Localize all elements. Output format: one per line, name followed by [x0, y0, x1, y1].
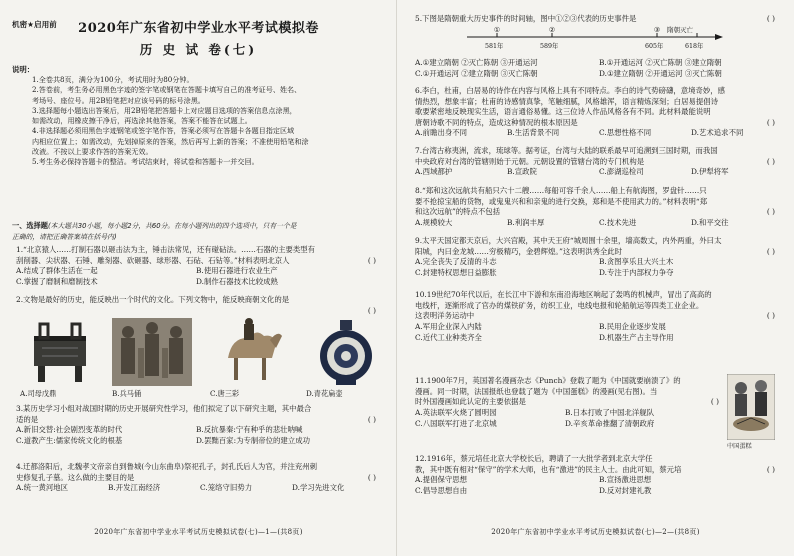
question-2: [16, 295, 384, 316]
instructions: [22, 75, 382, 168]
question-text: 6.李白，杜甫，白居易的诗作在内容与风格上具有不同特点。李白的诗气势磅礴，意境奇妙，感: [415, 86, 726, 95]
instruction-line: 内相应位置上；如需改动，先划掉原来的答案，然后再写上新的答案；不准使用铅笔和涂: [32, 136, 309, 146]
answer-blank[interactable]: ( ): [766, 156, 775, 166]
answer-blank[interactable]: ( ): [766, 311, 775, 320]
option-d[interactable]: D.罢黜百家:为专制帝位的建立成功: [196, 436, 310, 445]
option-c[interactable]: C.近代工业种类齐全: [415, 332, 482, 342]
timeline-marker-3: ③: [653, 26, 661, 34]
cartoon-illustration-icon: [727, 374, 775, 440]
question-10: [415, 290, 783, 344]
figure-caption: A.司母戊鼎: [20, 389, 57, 398]
option-c[interactable]: C.技术先进: [599, 217, 637, 227]
option-b[interactable]: B.生活背景不同: [507, 128, 560, 137]
question-text: [415, 118, 783, 129]
question-text: 9.太平天国定都天京后，大兴宫殿，其中天王府“城周围十余里，墙高数丈，内外两重，外曰太: [415, 236, 722, 245]
option-d[interactable]: D.①建立隋朝 ②开通运河 ③灭亡陈朝: [599, 69, 722, 78]
option-row: [16, 425, 384, 436]
timeline-marker-1: ①: [493, 26, 501, 34]
option-a[interactable]: A.新旧交替:社会剧烈变革的时代: [16, 425, 123, 434]
section-rules: (本大题共30小题，每小题2分，共60分。在每小题列出的四个选项中，只有一个是: [47, 222, 297, 230]
option-a[interactable]: A.①建立隋朝 ②灭亡陈朝 ③开通运河: [415, 58, 538, 67]
instruction-line: 3.选择题每小题选出答案后，用2B铅笔把答题卡上对应题目选项的答案信息点涂黑，: [32, 105, 297, 115]
question-text: [415, 207, 783, 218]
exam-title: 2020年广东省初中学业水平考试模拟卷: [78, 21, 319, 36]
question-5-options: [415, 58, 783, 80]
question-11: [415, 376, 719, 430]
figure-option-a[interactable]: [20, 318, 100, 398]
question-text-line: 这表明洋务运动中: [415, 311, 475, 320]
option-row: [415, 218, 783, 229]
figure-caption: B.兵马俑: [112, 389, 142, 398]
option-c[interactable]: C.①开通运河 ②建立隋朝 ③灭亡陈朝: [415, 69, 538, 78]
option-d[interactable]: D.和平交往: [691, 217, 729, 227]
question-text-line: 阳城，内曰金龙城……穷极精巧，金碧辉煌。”这表明洪秀全此时: [415, 246, 623, 256]
instruction-line: 改液。不按以上要求作答的答案无效。: [32, 147, 153, 157]
option-c[interactable]: C.思想性格不同: [599, 128, 652, 137]
figure-option-c[interactable]: [210, 318, 290, 398]
section-one-header: [12, 221, 384, 242]
option-row: [415, 322, 783, 333]
option-row: [16, 266, 384, 277]
question-text-line: 适的是: [16, 414, 39, 424]
page-footer: 2020年广东省初中学业水平考试历史模拟试卷(七)—2—(共8页): [491, 528, 700, 536]
timeline-marker-2: ②: [548, 26, 556, 34]
question-6: [415, 86, 783, 139]
section-title: 一、选择题: [12, 221, 48, 230]
artifact-figures: [20, 318, 380, 398]
instruction-line: 5.考生务必保持答题卡的整洁。考试结束时，将试卷和答题卡一并交回。: [32, 157, 259, 167]
question-text: 要不抢掠宝船的货物，或鬼鬼兴和和亲鬼的进行交换，郑和是不使用武力的。”材料表明“郑: [415, 196, 708, 206]
option-b[interactable]: B.民用企业逐步发展: [599, 321, 666, 331]
option-c[interactable]: C.倡导思想自由: [415, 486, 468, 495]
question-text: 2.文物是最好的历史，能反映出一个时代的文化。下列文物中，能反映商朝文化的是: [16, 295, 290, 304]
question-text: 12.1916年，蔡元培任北京大学校长后，聘请了一大批学者到北京大学任: [415, 454, 653, 463]
question-text: 电线杆，逐渐形成了官办的煤铁矿务，纺织工业，电线电报和轮船航运等四类工业企业。: [415, 300, 704, 310]
option-row: [415, 128, 783, 139]
option-c[interactable]: C.掌握了磨制和磨制技术: [16, 277, 98, 286]
instructions-heading: 说明：: [12, 65, 35, 74]
question-text: 3.某历史学习小组对战国时期的历史开展研究性学习，他们拟定了以下研究主题，其中最合: [16, 404, 312, 413]
option-d[interactable]: D.专注于内部权力争夺: [599, 268, 674, 277]
option-row: [415, 486, 783, 497]
question-text: 情热烈，想象丰富；杜甫的诗感情真挚，笔触细腻，风格雄浑，语言精炼深刻；白居易提倡诗: [415, 96, 719, 106]
option-row: [16, 436, 384, 447]
option-row: [415, 69, 783, 80]
option-a[interactable]: A.完全丧失了反清的斗志: [415, 257, 497, 266]
timeline-year: 605年: [645, 43, 664, 50]
option-row: [415, 257, 783, 268]
option-d[interactable]: D.伊犁将军: [691, 167, 729, 176]
question-text: [415, 465, 783, 476]
question-text-line: 5.下图是隋朝重大历史事件的时间轴，图中①②③代表的历史事件是: [415, 14, 637, 23]
question-4: [16, 462, 384, 494]
option-b[interactable]: B.反抗暴秦:宁有种乎的悲壮呐喊: [196, 425, 303, 434]
answer-blank[interactable]: ( ): [367, 255, 376, 265]
question-text: [415, 311, 783, 322]
instruction-line: 4.非选择题必须用黑色字迹钢笔或签字笔作答，答案必须写在答题卡各题目指定区域: [32, 126, 295, 136]
section-rules-cont: 正确的，请把正确答案填在括号内): [12, 232, 117, 241]
instruction-line: 2.答卷前，考生务必用黑色字迹的签字笔或钢笔在答题卡填写自己的准考证号、姓名、: [32, 85, 302, 95]
question-text: 7.台湾古称夷洲，流求，琉球等。据考证，台湾与大陆的联系最早可追溯到三国时期，而我国: [415, 146, 718, 155]
question-3: [16, 404, 384, 447]
question-text: [16, 473, 384, 484]
option-b[interactable]: B.使用石器进行农业生产: [196, 266, 278, 275]
option-a[interactable]: A.前瞻出身不同: [415, 128, 468, 137]
instruction-line: 1.全卷共8页，满分为100分，考试用时为80分钟。: [32, 75, 194, 84]
option-a[interactable]: A.军用企业深入内陆: [415, 321, 482, 331]
question-text-line: 刮削器、尖状器、石锤、雕刻器、砍砸器、球形器、石砧、石钻等。”材料表明北京人: [16, 255, 290, 265]
question-text-line: 时外国漫画如此认定的主要依据是: [415, 397, 526, 406]
option-b[interactable]: B.利润丰厚: [507, 217, 545, 227]
answer-blank[interactable]: ( ): [766, 117, 775, 127]
blue-white-flask-icon: [306, 318, 386, 386]
option-d[interactable]: D.制作石器技术比较成熟: [196, 277, 278, 286]
question-text: 11.1900年7月，英国著名漫画杂志《Punch》登载了题为《中国就要崩溃了》的: [415, 376, 681, 385]
question-text-line: 和这次远航”的特点不包括: [415, 207, 501, 216]
option-row: [415, 419, 715, 430]
question-8: [415, 186, 783, 229]
option-c[interactable]: C.笼络守旧势力: [200, 483, 253, 492]
option-b[interactable]: B.开发江南经济: [108, 483, 161, 492]
figure-option-b[interactable]: [112, 318, 192, 398]
answer-blank[interactable]: ( ): [367, 305, 376, 315]
sui-timeline: [457, 25, 747, 53]
option-a[interactable]: A.结成了群体生活在一起: [16, 266, 98, 275]
question-text-line: 教，其中既有相对“保守”的学术大师，也有“激进”的民主人士。由此可知，蔡元培: [415, 464, 682, 474]
question-text: 4.迁都洛阳后，北魏孝文帝亲自到鲁城(今山东曲阜)祭祀孔子，封孔氏后人为官，并注兖州刺: [16, 462, 318, 471]
question-text-line: 史修复孔子墓。这么做的主要目的是: [16, 472, 135, 482]
option-b[interactable]: B.宣政院: [507, 167, 537, 176]
option-a[interactable]: A.提倡保守思想: [415, 475, 468, 484]
question-text: [16, 306, 384, 317]
terracotta-warriors-icon: [112, 318, 192, 386]
answer-blank[interactable]: ( ): [367, 414, 376, 424]
instruction-line: 如需改动，用橡皮擦干净后，再选涂其他答案，答案不能答在试题上。: [32, 116, 252, 126]
option-row: [16, 483, 384, 494]
option-row: [16, 277, 384, 288]
option-d[interactable]: D.学习先进文化: [292, 483, 345, 492]
question-text: [415, 247, 783, 258]
question-text: [415, 14, 783, 25]
question-text: [415, 397, 719, 408]
china-cake-cartoon: [727, 374, 775, 450]
option-row: [415, 268, 783, 279]
ding-vessel-icon: [20, 318, 100, 386]
question-text: 1.“北京猿人……打制石器以砸击法为主，锤击法常见，还有碰砧法。……石器的主要类型有: [16, 245, 316, 254]
timeline-year: 581年: [485, 43, 504, 50]
answer-blank[interactable]: ( ): [766, 464, 775, 474]
option-a[interactable]: A.西域都护: [415, 167, 453, 176]
option-b[interactable]: B.宣扬激进思想: [599, 475, 652, 484]
option-b[interactable]: B.日本打败了中国北洋舰队: [565, 407, 655, 417]
option-row: [415, 408, 715, 419]
option-a[interactable]: A.英法联军火烧了圆明园: [415, 407, 497, 417]
confidential-label: 机密★启用前: [12, 20, 57, 29]
question-12: [415, 454, 783, 497]
option-row: [415, 333, 783, 344]
option-row: [415, 167, 783, 178]
timeline-year: 618年: [685, 43, 704, 50]
question-5: [415, 14, 783, 25]
answer-blank[interactable]: ( ): [710, 397, 719, 406]
option-d[interactable]: D.机器生产占主导作用: [599, 332, 674, 342]
page-2: [397, 0, 794, 556]
instruction-line: 考场号、座位号。用2B铅笔把对应该号码的标号涂黑。: [32, 95, 205, 105]
figure-caption: D.青花扁壶: [306, 389, 343, 398]
cartoon-caption: 中国蛋糕: [727, 443, 752, 450]
question-text: 10.19世纪70年代以后，在长江中下游和东南沿海地区响起了轰鸣的机械声，冒出了高高的: [415, 290, 712, 299]
option-d[interactable]: D.反对封建礼教: [599, 486, 652, 495]
option-b[interactable]: B.①开通运河 ②灭亡陈朝 ③建立隋朝: [599, 58, 722, 67]
answer-blank[interactable]: ( ): [766, 246, 775, 256]
answer-blank[interactable]: ( ): [367, 472, 376, 482]
option-c[interactable]: C.道教产生:儒家传统文化的根基: [16, 436, 123, 445]
question-text: [16, 256, 384, 267]
answer-blank[interactable]: ( ): [766, 14, 775, 23]
figure-option-d[interactable]: [306, 318, 386, 398]
question-9: [415, 236, 783, 279]
option-row: [415, 58, 783, 69]
option-a[interactable]: A.规模较大: [415, 217, 453, 227]
question-text-line: 唐朝诗歌不同的特点，造成这种情况的根本原因是: [415, 117, 578, 127]
exam-subtitle: 历 史 试 卷(七): [139, 42, 258, 57]
question-text-line: 中央政府对台湾的管辖则始于元朝。元朝设置的管辖台湾的专门机构是: [415, 156, 645, 166]
tang-camel-icon: [210, 318, 290, 386]
question-text: 漫画。同一时期，法国报纸也登载了题为《中国蛋糕》的漫画(见右图)。当: [415, 386, 658, 396]
option-c[interactable]: C.封建特权思想日益膨胀: [415, 268, 497, 277]
option-b[interactable]: B.贪图享乐且大兴土木: [599, 257, 674, 266]
question-text: [415, 157, 783, 168]
option-row: [415, 475, 783, 486]
question-text: [16, 415, 384, 426]
question-7: [415, 146, 783, 178]
question-text: 8.“郑和这次远航共有船只六十二艘……每船可容千余人……船上有航海图，罗盘针……只: [415, 186, 707, 195]
option-d[interactable]: D.辛亥革命推翻了清朝政府: [565, 418, 655, 428]
question-1: [16, 245, 384, 288]
option-c[interactable]: C.澎湖巡检司: [599, 167, 644, 176]
option-a[interactable]: A.统一黄河地区: [16, 483, 69, 492]
page-footer: 2020年广东省初中学业水平考试历史模拟试卷(七)—1—(共8页): [94, 528, 303, 536]
timeline-year: 589年: [540, 43, 559, 50]
answer-blank[interactable]: ( ): [766, 207, 775, 216]
option-c[interactable]: C.八国联军打进了北京城: [415, 418, 497, 428]
figure-caption: C.唐三彩: [210, 389, 240, 398]
question-text: 歌要紧密地反映现实生活，语言通俗易懂。这三位诗人作品风格各有不同。此材料最能说明: [415, 107, 711, 116]
timeline-tail-label: 隋朝灭亡: [667, 26, 693, 34]
option-d[interactable]: D.艺术追求不同: [691, 128, 744, 137]
